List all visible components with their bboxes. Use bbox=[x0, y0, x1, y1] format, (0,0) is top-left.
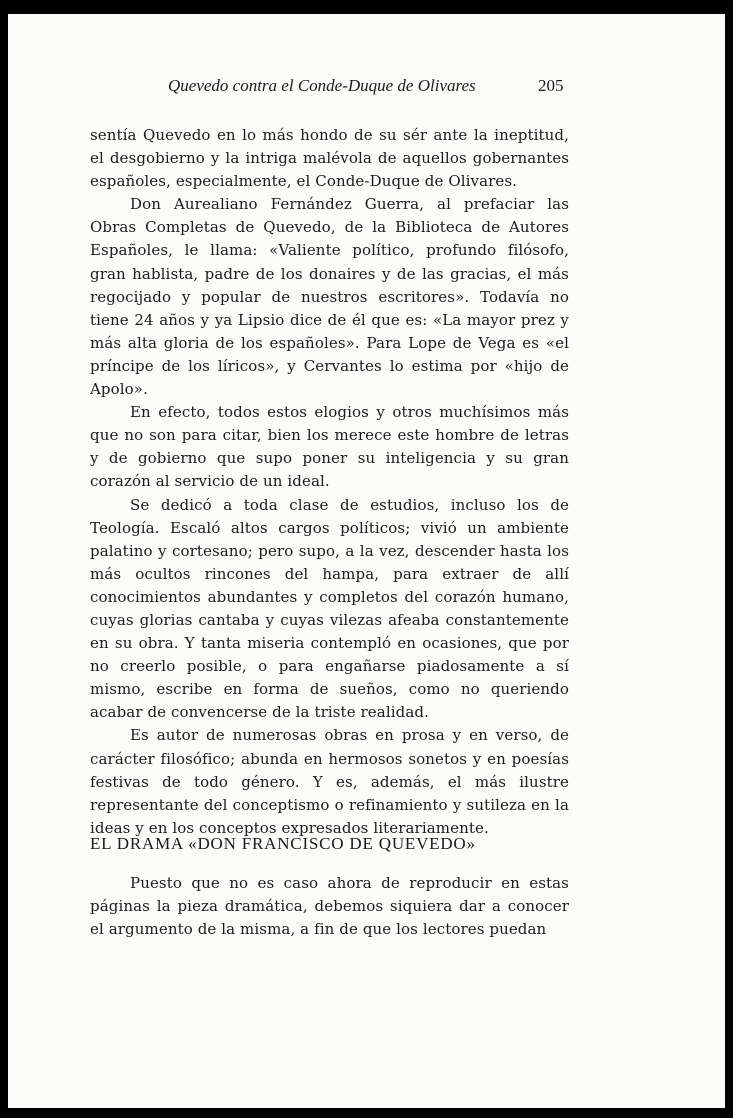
main-text bbox=[90, 124, 569, 840]
book-page bbox=[8, 14, 725, 1108]
running-title: Quevedo contra el Conde-Duque de Olivares bbox=[168, 76, 476, 95]
paragraph-3: En efecto, todos estos elogios y otros muchísimos más que no son para citar, bien los merece este hombre de letras y de gobierno que supo poner su inteligencia y su gran corazón al servicio de un ideal. bbox=[90, 403, 569, 491]
paragraph-1: sentía Quevedo en lo más hondo de su sér ante la ineptitud, el desgobierno y la intriga malévola de aquellos gobernantes españoles, especialmente, el Conde-Duque de Olivares. bbox=[90, 126, 569, 191]
section-paragraph-1: Puesto que no es caso ahora de reproducir en estas páginas la pieza dramática, debemos siquiera dar a conocer el argumento de la misma, a fin de que los lectores puedan bbox=[90, 874, 569, 939]
paragraph-2: Don Aurealiano Fernández Guerra, al prefaciar las Obras Completas de Quevedo, de la Biblioteca de Autores Españoles, le llama: «Valiente político, profundo filósofo, gran hablista, padre de los donaires y de las gracias, el más regocijado y popular de nuestros escritores». Todavía no tiene 24 años y ya Lipsio dice de él que es: «La mayor prez y más alta gloria de los españoles». Para Lope de Vega es «el príncipe de los líricos», y Cervantes lo estima por «hijo de Apolo». bbox=[90, 195, 569, 399]
section-text bbox=[90, 872, 569, 941]
paragraph-4: Se dedicó a toda clase de estudios, incluso los de Teología. Escaló altos cargos políticos; vivió un ambiente palatino y cortesano; pero supo, a la vez, descender hasta los más ocultos rincones del hampa, para extraer de allí conocimientos abundantes y completos del corazón humano, cuyas glorias cantaba y cuyas vilezas afeaba constantemente en su obra. Y tanta miseria contempló en ocasiones, que por no creerlo posible, o para engañarse piadosamente a sí mismo, escribe en forma de sueños, como no queriendo acabar de convencerse de la triste realidad. bbox=[90, 495, 569, 722]
section-heading: EL DRAMA «DON FRANCISCO DE QUEVEDO» bbox=[90, 834, 476, 853]
paragraph-5: Es autor de numerosas obras en prosa y en verso, de carácter filosófico; abunda en hermosos sonetos y en poesías festivas de todo género. Y es, además, el más ilustre representante del conceptismo o refinamiento y sutileza en la ideas y en los conceptos expresados literariamente. bbox=[90, 726, 569, 837]
page-number: 205 bbox=[538, 76, 564, 95]
